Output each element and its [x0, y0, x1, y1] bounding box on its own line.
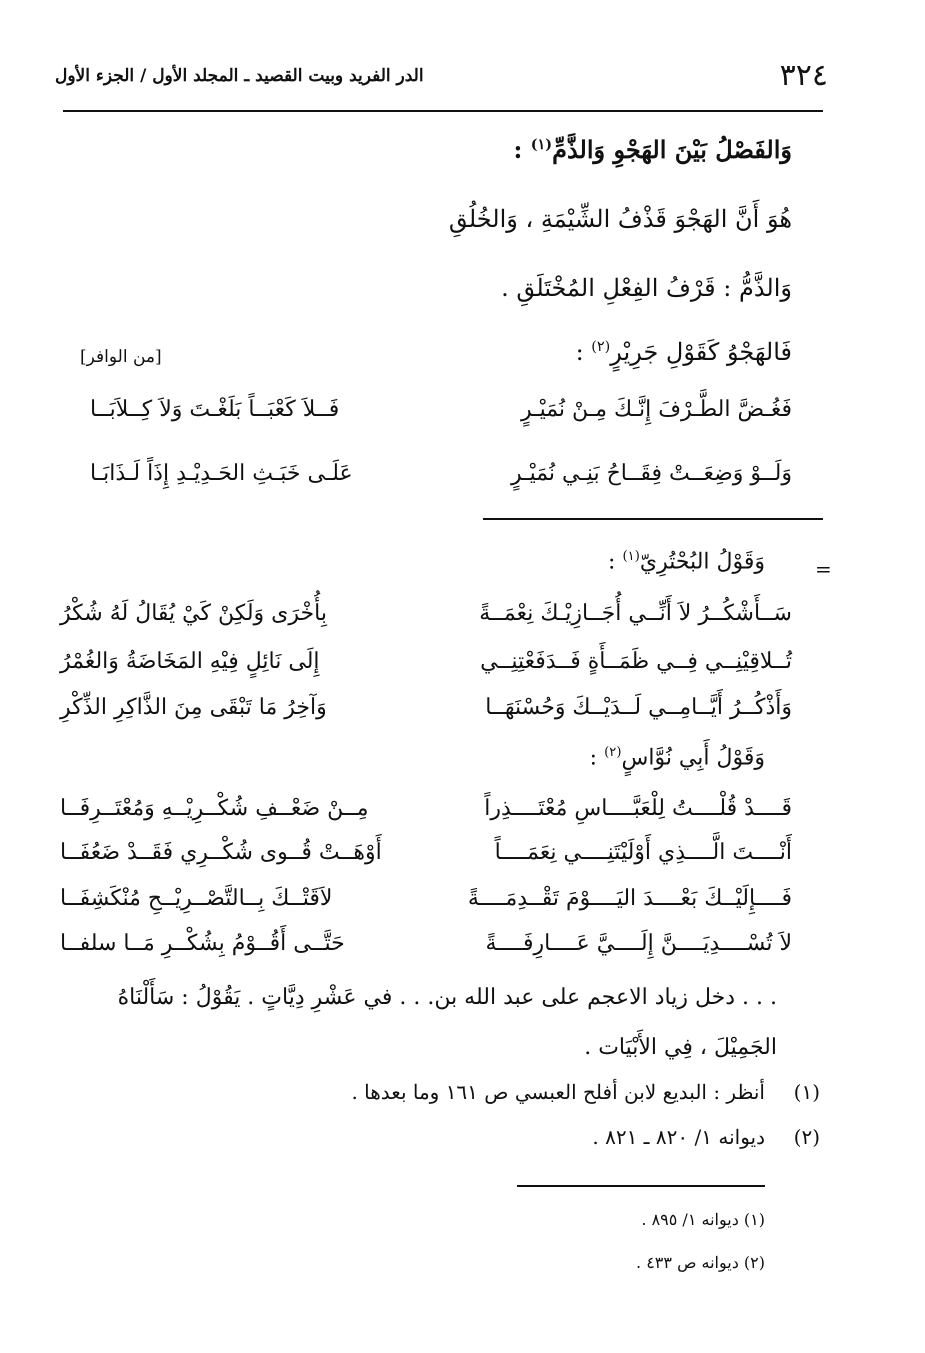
verse-hemistich-left: لاَقَتْــكَ بِــالتَّصْــرِيْــحِ مُنْكَشِفَــا: [60, 886, 333, 911]
verse-hemistich-left: عَلَـى خَبَـثِ الحَـدِيْـدِ إِذَاً لَـذَابَـا: [90, 461, 353, 486]
heading-colon: :: [513, 135, 531, 164]
footnote-ref: (١): [530, 136, 553, 153]
intro-text: فَالهَجْوُ كَقَوْلِ جَرِيْرٍ: [610, 338, 792, 366]
subfootnote-text: (١) ديوانه ١/ ٨٩٥ .: [641, 1210, 765, 1229]
footnote-number: (٢): [793, 1125, 820, 1149]
definition-hajw: هُوَ أَنَّ الهَجْوَ قَذْفُ الشِّيْمَةِ ، وَالخُلُقِ: [448, 205, 792, 233]
verse-hemistich-right: أَنْــــتَ الَّــــذِي أَوْلَيْتَنِــــي نِعَمَــــاً: [494, 840, 792, 865]
verse-hemistich-left: مِــنْ ضَعْــفِ شُكْــرِيْــهِ وَمُعْتَــرِفَــا: [60, 796, 369, 821]
footnote-ref: (١): [622, 549, 640, 564]
footnote-ref: (٢): [591, 339, 611, 355]
commentary-intro: [420, 745, 765, 770]
heading-text: وَالفَصْلُ بَيْنَ الهَجْوِ وَالذَّمِّ: [552, 135, 792, 164]
page-number: ٣٢٤: [779, 58, 828, 93]
header-rule: [63, 110, 823, 112]
verse-hemistich-right: تُــلاقِيْنِــي فِــي ظَمَــأَةٍ فَــدَفَعْتِنِــي: [480, 649, 792, 674]
verse-hemistich-left: بِأُخْرَى وَلَكِنْ كَيْ يُقَالُ لَهُ شُكْرُ: [60, 601, 327, 626]
verse-hemistich-right: لاَ تُسْــــدِيَــــنَّ إِلَــــيَّ عَــــارِفَــــةً: [485, 931, 792, 956]
commentary-prose: الجَمِيْلَ ، فِي الأَبْيَات .: [584, 1035, 777, 1060]
verse-hemistich-right: وَلَــوْ وَضِعَــتْ فِقَــاحُ بَنِـي نُمَيْـرٍ: [510, 461, 792, 486]
running-header: الدر الفريد وبيت القصيد ـ المجلد الأول / الجزء الأول: [55, 66, 424, 86]
verse-hemistich-right: قَــــدْ قُلْــــتُ لِلْعَبَّــــاسِ مُعْتَــــذِراً: [484, 796, 792, 821]
verse-hemistich-left: إِلَى نَائِلٍ فِيْهِ المَخَاضَةُ وَالغُمْرُ: [60, 649, 320, 674]
verse-hemistich-right: وَأَذْكُــرُ أَيَّــامِــي لَــدَيْــكَ وَحُسْنَهَــا: [485, 695, 792, 720]
verse-hemistich-left: فَــلاَ كَعْبَــاً بَلَغْـتَ وَلاَ كِــلاَبَــا: [90, 397, 340, 422]
verse-hemistich-right: سَــأَشْكُــرُ لاَ أَنِّــي أُجَــازِيْـكَ نِعْمَــةً: [479, 601, 792, 626]
footnote-text: ديوانه ١/ ٨٢٠ ـ ٨٢١ .: [592, 1125, 765, 1149]
commentary-intro: [420, 549, 765, 574]
intro-colon: :: [589, 745, 605, 771]
verse-hemistich-left: حَتَّــى أَقُــوْمُ بِشُكْــرِ مَــا سلفــا: [60, 931, 345, 956]
example-intro: [420, 338, 792, 366]
verse-hemistich-right: فَغُـضَّ الطَّـرْفَ إِنَّـكَ مِـنْ نُمَيْـرٍ: [520, 397, 792, 422]
intro-colon: :: [575, 338, 592, 366]
verse-hemistich-left: وَآخِرُ مَا تَبْقَى مِنَ الذَّاكِرِ الذِّكْرِ: [60, 695, 327, 720]
subfootnote-text: (٢) ديوانه ص ٤٣٣ .: [636, 1253, 765, 1272]
subfootnote-separator: [517, 1185, 765, 1187]
intro-colon: :: [608, 549, 623, 575]
intro-text: وَقَوْلُ أَبِي نُوَّاسٍ: [621, 745, 765, 771]
verse-hemistich-left: أَوْهَــتْ قُــوى شُكْــرِي فَقَــدْ ضَعُفَــا: [60, 840, 382, 865]
definition-dhamm: وَالذَّمُّ : قَرْفُ الفِعْلِ المُخْتَلَقِ .: [501, 274, 792, 302]
footnote-number: (١): [793, 1080, 820, 1104]
footnote-ref: (٢): [604, 745, 622, 760]
footnote-text: أنظر : البديع لابن أفلح العبسي ص ١٦١ وما بعدها .: [351, 1080, 765, 1104]
meter-label: [من الوافر]: [80, 347, 162, 367]
section-heading: [420, 135, 792, 164]
verse-hemistich-right: فَــــإِلَيْــكَ بَعْــــدَ اليَــــوْمَ تَقْــدِمَــــةً: [467, 886, 792, 911]
commentary-prose: . . . دخل زياد الاعجم على عبد الله بن. . . في عَشْرِ دِيَّاتٍ . يَقُوْلُ : سَأَلْنَاهُ: [117, 985, 777, 1010]
continuation-marker: =: [815, 557, 832, 581]
intro-text: وَقَوْلُ البُحْتُرِيّ: [639, 549, 765, 575]
footnote-separator: [483, 518, 823, 520]
